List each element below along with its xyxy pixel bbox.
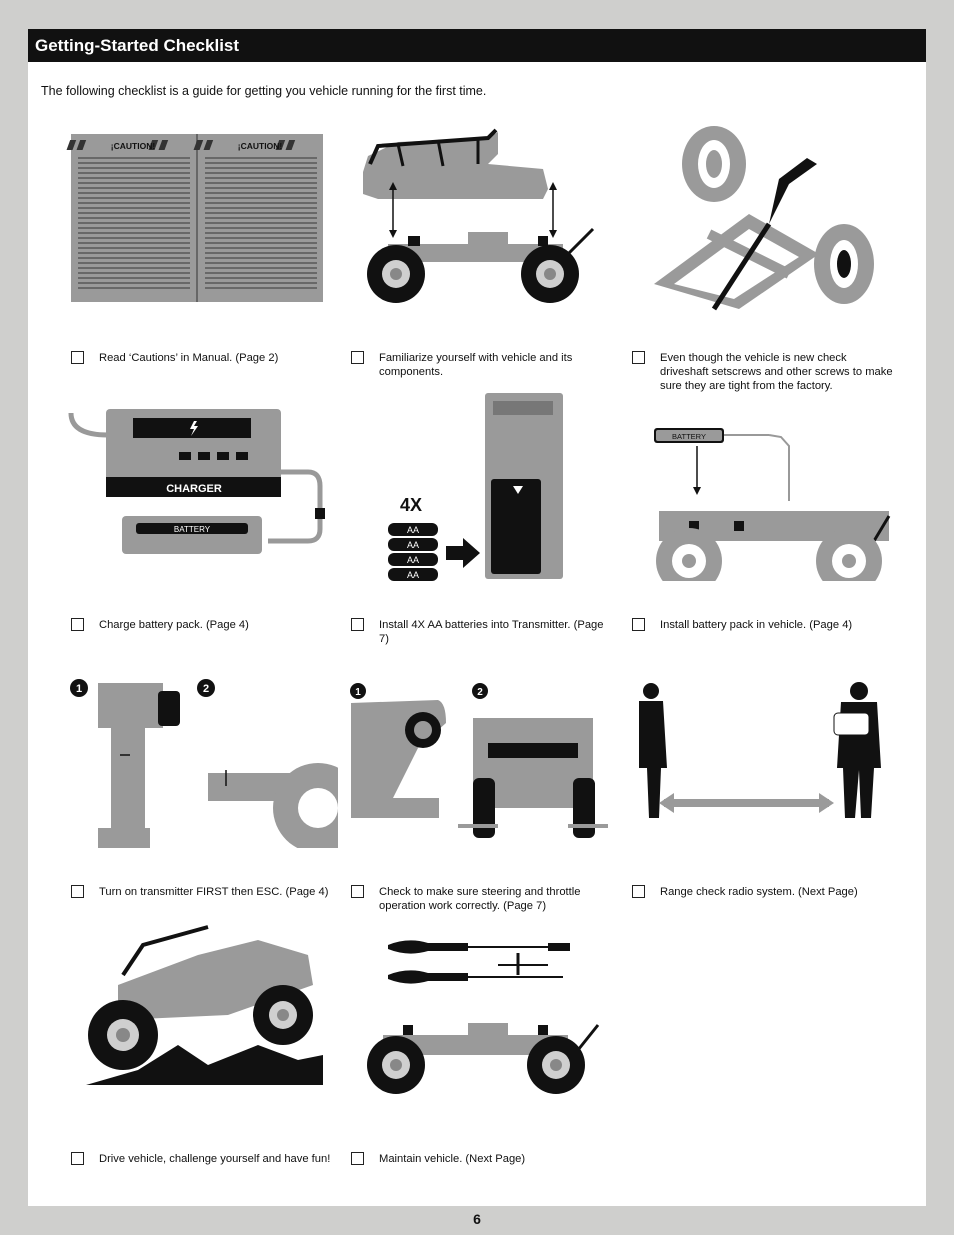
- checklist-item-1: [58, 124, 338, 384]
- step-2-badge: 2: [477, 687, 483, 698]
- charger-text: CHARGER: [166, 483, 222, 495]
- manual-page: [28, 29, 926, 1206]
- checklist-item-9: [619, 658, 899, 918]
- battery-text: BATTERY: [672, 432, 706, 441]
- checklist-item-6: [619, 391, 899, 651]
- checkbox[interactable]: [632, 618, 645, 631]
- checklist-item-10: [58, 925, 338, 1185]
- checkbox[interactable]: [351, 351, 364, 364]
- power-on-illustration: [58, 658, 338, 848]
- maintenance-illustration: [338, 925, 618, 1115]
- caution-heading-left: ¡CAUTION!: [110, 141, 156, 151]
- item-label: Drive vehicle, challenge yourself and have fun!: [99, 1153, 331, 1165]
- item-label: Charge battery pack. (Page 4): [99, 619, 249, 631]
- checkbox[interactable]: [632, 351, 645, 364]
- qty-text: 4X: [400, 495, 423, 515]
- checkbox[interactable]: [351, 618, 364, 631]
- checklist-item-8: [338, 658, 618, 918]
- caution-heading-right: ¡CAUTION!: [237, 141, 283, 151]
- checkbox[interactable]: [71, 885, 84, 898]
- checkbox[interactable]: [71, 351, 84, 364]
- page-title: Getting-Started Checklist: [35, 36, 240, 55]
- checklist-item-2: [338, 124, 618, 384]
- checkbox[interactable]: [71, 1152, 84, 1165]
- item-label: Turn on transmitter FIRST then ESC. (Page 4): [99, 886, 329, 898]
- aa-label: AA: [406, 555, 420, 565]
- step-1-badge: 1: [75, 683, 83, 695]
- checkbox[interactable]: [351, 1152, 364, 1165]
- checklist-item-4: [58, 391, 338, 651]
- checklist-item-7: [58, 658, 338, 918]
- battery-install-illustration: [619, 391, 899, 581]
- item-label: Install 4X AA batteries into Transmitter. (Page 7): [379, 619, 604, 645]
- driveshaft-screwdriver-illustration: [619, 124, 899, 314]
- checkbox[interactable]: [351, 885, 364, 898]
- intro-text: The following checklist is a guide for getting you vehicle running for the first time.: [41, 84, 487, 98]
- item-label: Read ‘Cautions’ in Manual. (Page 2): [99, 352, 279, 364]
- step-2-badge: 2: [202, 683, 210, 695]
- battery-text: BATTERY: [173, 525, 211, 534]
- checklist-item-3: [619, 124, 899, 392]
- item-label: Familiarize yourself with vehicle and its components.: [379, 352, 573, 378]
- aa-label: AA: [406, 525, 420, 535]
- charger-illustration: [58, 391, 338, 581]
- range-check-illustration: [619, 658, 899, 848]
- checkbox[interactable]: [71, 618, 84, 631]
- checklist-item-5: [338, 391, 618, 651]
- aa-batteries-illustration: [338, 391, 618, 581]
- item-label: Maintain vehicle. (Next Page): [379, 1153, 526, 1165]
- checklist-item-11: [338, 925, 618, 1185]
- section-header: [28, 29, 926, 62]
- page-number: 6: [473, 1211, 481, 1227]
- item-label: Range check radio system. (Next Page): [660, 886, 858, 898]
- crawler-illustration: [58, 925, 338, 1115]
- item-label: Even though the vehicle is new check driveshaft setscrews and other screws to make sure they are tight from the factory.: [660, 352, 893, 392]
- checkbox[interactable]: [632, 885, 645, 898]
- steering-throttle-illustration: [338, 658, 618, 848]
- vehicle-body-illustration: [338, 124, 618, 314]
- item-label: Check to make sure steering and throttle operation work correctly. (Page 7): [379, 886, 581, 912]
- aa-label: AA: [406, 570, 420, 580]
- step-1-badge: 1: [355, 687, 361, 698]
- manual-caution-illustration: [58, 124, 338, 314]
- item-label: Install battery pack in vehicle. (Page 4): [660, 619, 853, 631]
- aa-label: AA: [406, 540, 420, 550]
